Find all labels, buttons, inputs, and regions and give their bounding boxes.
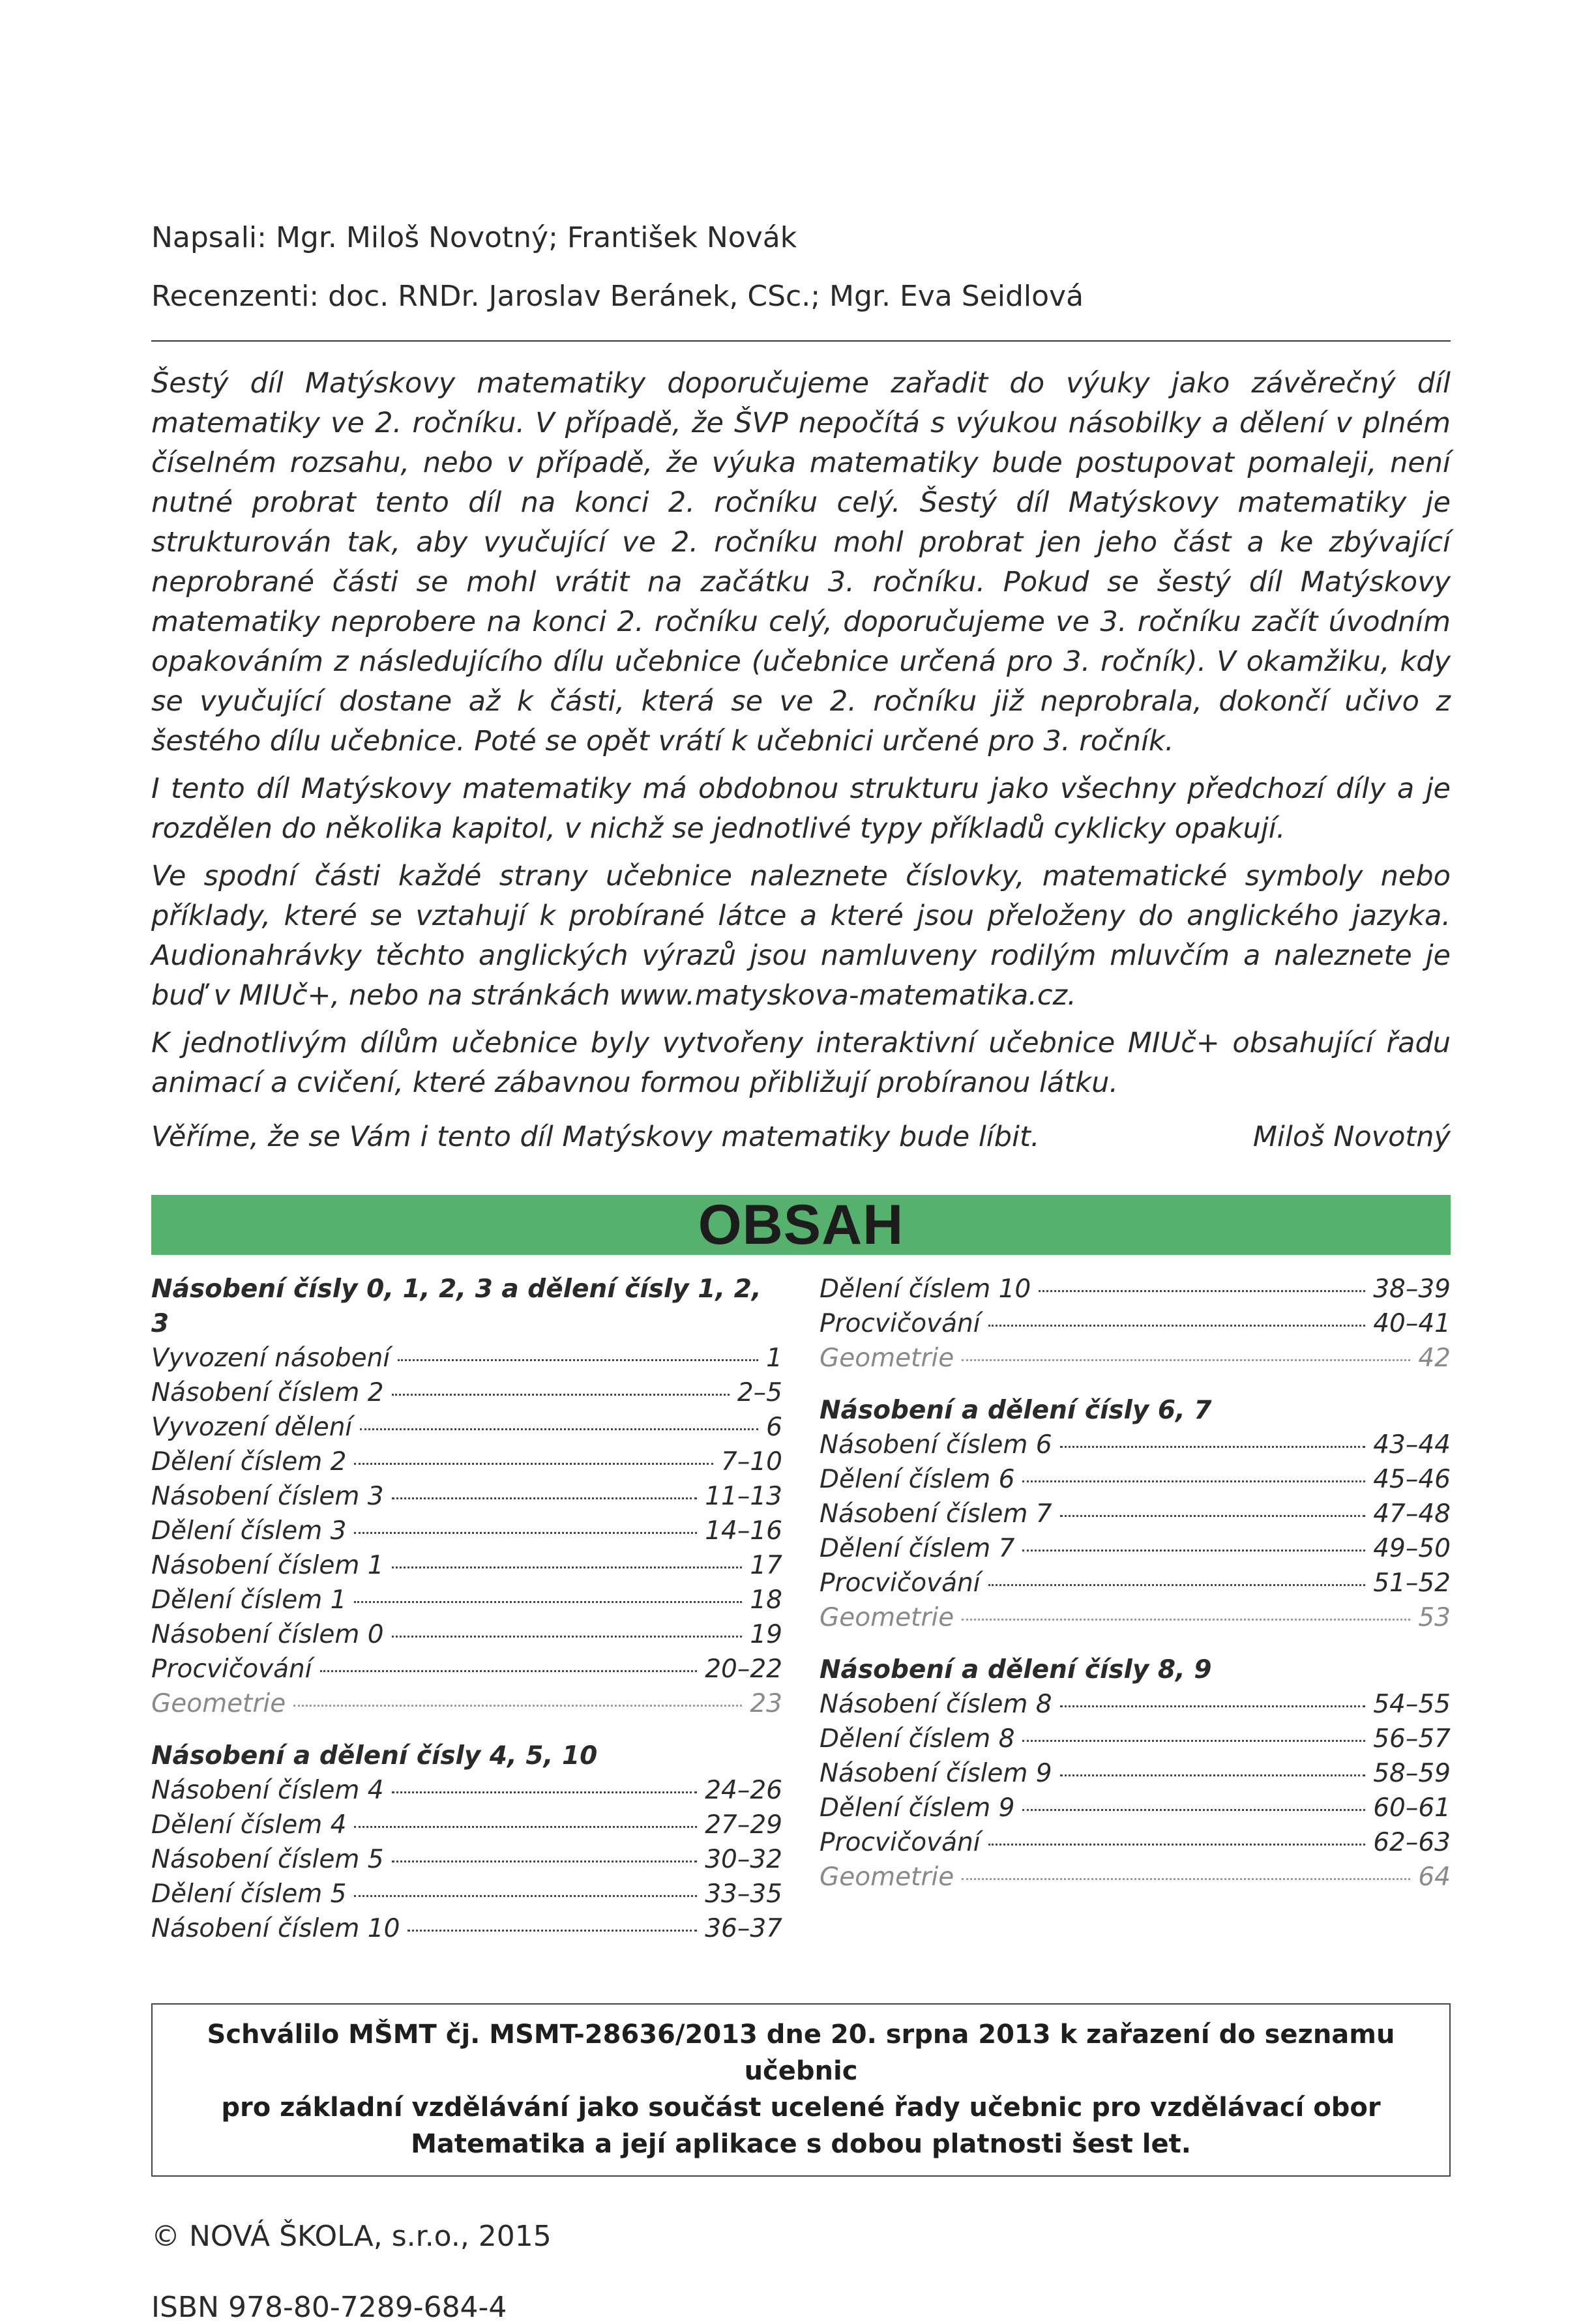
footer <box>151 2220 1451 2324</box>
toc-section-title: Násobení čísly 0, 1, 2, 3 a dělení čísly 1, 2, 3 <box>151 1274 761 1338</box>
toc-entry-page: 43–44 <box>1373 1430 1451 1460</box>
toc-entry <box>151 1652 782 1686</box>
dot-leader <box>962 1619 1410 1621</box>
intro-paragraph: Ve spodní části každé strany učebnice naleznete číslovky, matematické symboly nebo příklady, které se vztahují k probírané látce a které jsou přeloženy do anglického jazyka. Audionahrávky těchto anglických výrazů jsou namluveny rodilým mluvčím a naleznete je buď v MIUč+, nebo na stránkách www.matyskova-matematika.cz. <box>151 860 1451 1012</box>
toc-entry <box>820 1306 1451 1341</box>
toc-section-title: Násobení a dělení čísly 6, 7 <box>820 1396 1212 1425</box>
toc-section-title: Násobení a dělení čísly 8, 9 <box>820 1655 1212 1684</box>
dot-leader <box>354 1826 697 1828</box>
toc-entry <box>820 1272 1451 1306</box>
page <box>151 209 1451 2324</box>
toc-entry <box>151 1773 782 1808</box>
credits <box>151 209 1451 326</box>
dot-leader <box>293 1705 742 1707</box>
toc-entry-label: Procvičování <box>820 1828 981 1857</box>
toc-entry-page: 1 <box>766 1344 782 1373</box>
toc-right-column <box>820 1272 1451 1946</box>
dot-leader <box>1022 1740 1365 1742</box>
toc-entry <box>820 1722 1451 1756</box>
dot-leader <box>1060 1705 1366 1707</box>
toc-entry-page: 17 <box>750 1551 782 1580</box>
closing-sentence: Věříme, že se Vám i tento díl Matýskovy matematiky bude líbit. <box>151 1121 1040 1153</box>
dot-leader <box>392 1636 743 1638</box>
toc-entry-page: 47–48 <box>1373 1499 1451 1529</box>
toc-entry-label: Násobení číslem 1 <box>151 1551 384 1580</box>
toc-entry-page: 14–16 <box>705 1516 782 1546</box>
approval-line: Schválilo MŠMT čj. MSMT-28636/2013 dne 20. srpna 2013 k zařazení do seznamu učebnic <box>207 2020 1395 2086</box>
toc-entry <box>151 1686 782 1721</box>
toc-entry <box>151 1583 782 1617</box>
toc-entry <box>151 1548 782 1583</box>
toc-entry-label: Násobení číslem 0 <box>151 1620 384 1649</box>
contents-banner <box>151 1195 1451 1255</box>
toc-entry-label: Dělení číslem 6 <box>820 1465 1015 1494</box>
dot-leader <box>988 1325 1366 1327</box>
authors-line: Napsali: Mgr. Miloš Novotný; František Novák <box>151 221 797 254</box>
intro-paragraph: I tento díl Matýskovy matematiky má obdobnou strukturu jako všechny předchozí díly a je rozdělen do několika kapitol, v nichž se jednotlivé typy příkladů cyklicky opakují. <box>151 772 1451 845</box>
dot-leader <box>392 1791 698 1793</box>
toc-left-column <box>151 1272 782 1946</box>
dot-leader <box>398 1359 758 1361</box>
approval-line: pro základní vzdělávání jako součást ucelené řady učebnic pro vzdělávací obor <box>221 2093 1381 2123</box>
approval-box <box>151 2003 1451 2177</box>
intro-text <box>151 364 1451 1157</box>
dot-leader <box>354 1532 697 1534</box>
toc-entry-page: 36–37 <box>705 1914 782 1943</box>
toc-entry-label: Dělení číslem 8 <box>820 1724 1015 1754</box>
dot-leader <box>1022 1480 1365 1482</box>
intro-paragraph: Šestý díl Matýskovy matematiky doporučujeme zařadit do výuky jako závěrečný díl matematiky ve 2. ročníku. V případě, že ŠVP nepočítá s výukou násobilky a dělení v plném číselném rozsahu, nebo v případě, že výuka matematiky bude postupovat pomaleji, není nutné probrat tento díl na konci 2. ročníku celý. Šestý díl Matýskovy matematiky je strukturován tak, aby vyučující ve 2. ročníku mohl probrat jen jeho část a ke zbývající neprobrané části se mohl vrátit na začátku 3. ročníku. Pokud se šestý díl Matýskovy matematiky neprobere na konci 2. ročníku celý, doporučujeme ve 3. ročníku začít úvodním opakováním z následujícího dílu učebnice (učebnice určená pro 3. ročník). V okamžiku, kdy se vyučující dostane až k části, která se ve 2. ročníku již neprobrala, dokončí učivo z šestého dílu učebnice. Poté se opět vrátí k učebnici určené pro 3. ročník. <box>151 367 1451 758</box>
toc-entry <box>820 1566 1451 1600</box>
toc-entry-page: 54–55 <box>1373 1690 1451 1719</box>
dot-leader <box>320 1670 698 1672</box>
toc-entry-page: 20–22 <box>705 1655 782 1684</box>
toc-entry <box>820 1687 1451 1722</box>
toc-entry-page: 56–57 <box>1373 1724 1451 1754</box>
dot-leader <box>392 1566 743 1568</box>
dot-leader <box>1060 1515 1366 1517</box>
toc-entry-label: Dělení číslem 9 <box>820 1793 1015 1823</box>
toc-entry <box>820 1462 1451 1497</box>
toc-entry-label: Geometrie <box>151 1689 286 1718</box>
toc-entry-page: 2–5 <box>737 1378 782 1407</box>
dot-leader <box>1022 1809 1365 1811</box>
toc-entry <box>151 1877 782 1911</box>
toc-entry-page: 64 <box>1418 1862 1451 1892</box>
toc-entry <box>151 1479 782 1514</box>
toc-entry-page: 38–39 <box>1373 1274 1451 1304</box>
toc-entry-label: Geometrie <box>820 1862 954 1892</box>
section-gap <box>820 1635 1451 1653</box>
toc-entry <box>151 1617 782 1652</box>
toc-entry <box>151 1341 782 1375</box>
toc-entry-label: Procvičování <box>820 1568 981 1598</box>
toc-entry-label: Geometrie <box>820 1603 954 1632</box>
toc-entry-label: Dělení číslem 10 <box>820 1274 1031 1304</box>
dot-leader <box>354 1463 713 1465</box>
section-gap <box>820 1375 1451 1393</box>
toc-entry-label: Dělení číslem 4 <box>151 1810 347 1840</box>
toc-entry-page: 45–46 <box>1373 1465 1451 1494</box>
toc-entry <box>151 1842 782 1877</box>
toc-entry-label: Dělení číslem 5 <box>151 1879 347 1909</box>
toc-entry-label: Násobení číslem 8 <box>820 1690 1052 1719</box>
toc-entry <box>820 1497 1451 1531</box>
dot-leader <box>962 1359 1410 1361</box>
toc-entry-page: 30–32 <box>705 1845 782 1874</box>
dot-leader <box>1060 1446 1366 1448</box>
dot-leader <box>988 1584 1366 1586</box>
dot-leader <box>360 1428 758 1430</box>
toc-entry <box>151 1514 782 1548</box>
dot-leader <box>407 1930 697 1932</box>
toc-entry-label: Násobení číslem 2 <box>151 1378 384 1407</box>
approval-line: Matematika a její aplikace s dobou platnosti šest let. <box>411 2129 1191 2159</box>
signature: Miloš Novotný <box>1252 1121 1451 1153</box>
toc-entry-label: Násobení číslem 4 <box>151 1776 384 1805</box>
toc-entry-page: 27–29 <box>705 1810 782 1840</box>
toc-entry-page: 19 <box>750 1620 782 1649</box>
divider <box>151 340 1451 342</box>
dot-leader <box>354 1895 697 1897</box>
toc-entry <box>151 1911 782 1946</box>
dot-leader <box>1060 1774 1366 1776</box>
toc-entry-label: Násobení číslem 9 <box>820 1759 1052 1788</box>
toc-entry-page: 18 <box>750 1585 782 1615</box>
dot-leader <box>988 1844 1366 1846</box>
dot-leader <box>392 1497 698 1499</box>
toc-entry-label: Vyvození dělení <box>151 1413 353 1442</box>
toc-entry <box>820 1531 1451 1566</box>
dot-leader <box>392 1861 698 1862</box>
toc-entry <box>151 1410 782 1445</box>
toc-entry-page: 51–52 <box>1373 1568 1451 1598</box>
toc-entry-label: Procvičování <box>151 1655 312 1684</box>
toc-entry <box>151 1808 782 1842</box>
toc-entry-page: 33–35 <box>705 1879 782 1909</box>
toc-entry-page: 11–13 <box>705 1482 782 1511</box>
table-of-contents <box>151 1272 1451 1946</box>
closing-row <box>151 1111 1451 1157</box>
toc-entry-label: Násobení číslem 10 <box>151 1914 400 1943</box>
toc-entry-page: 40–41 <box>1373 1309 1451 1338</box>
toc-entry <box>820 1825 1451 1860</box>
section-gap <box>151 1721 782 1739</box>
toc-entry-page: 62–63 <box>1373 1828 1451 1857</box>
toc-entry-label: Násobení číslem 3 <box>151 1482 384 1511</box>
toc-entry-label: Dělení číslem 1 <box>151 1585 347 1615</box>
toc-entry <box>820 1860 1451 1894</box>
toc-entry-page: 60–61 <box>1373 1793 1451 1823</box>
toc-entry-page: 24–26 <box>705 1776 782 1805</box>
toc-entry-label: Dělení číslem 7 <box>820 1534 1015 1563</box>
reviewers-line: Recenzenti: doc. RNDr. Jaroslav Beránek, CSc.; Mgr. Eva Seidlová <box>151 280 1084 313</box>
toc-entry-page: 49–50 <box>1373 1534 1451 1563</box>
toc-entry-label: Dělení číslem 2 <box>151 1447 347 1477</box>
dot-leader <box>962 1878 1410 1880</box>
toc-entry-page: 7–10 <box>721 1447 782 1477</box>
toc-entry-page: 53 <box>1418 1603 1451 1632</box>
toc-entry <box>820 1756 1451 1791</box>
toc-entry-page: 6 <box>766 1413 782 1442</box>
toc-entry-page: 23 <box>750 1689 782 1718</box>
toc-entry <box>151 1445 782 1479</box>
toc-entry-label: Násobení číslem 5 <box>151 1845 384 1874</box>
toc-entry <box>820 1341 1451 1375</box>
toc-entry-label: Vyvození násobení <box>151 1344 391 1373</box>
toc-entry <box>820 1791 1451 1825</box>
contents-heading: OBSAH <box>698 1193 904 1256</box>
dot-leader <box>392 1394 730 1396</box>
toc-section-title: Násobení a dělení čísly 4, 5, 10 <box>151 1741 598 1771</box>
toc-entry-page: 58–59 <box>1373 1759 1451 1788</box>
dot-leader <box>1039 1290 1365 1292</box>
toc-entry-label: Geometrie <box>820 1344 954 1373</box>
toc-entry-label: Násobení číslem 6 <box>820 1430 1052 1460</box>
toc-entry-page: 42 <box>1418 1344 1451 1373</box>
dot-leader <box>354 1601 742 1603</box>
copyright: © NOVÁ ŠKOLA, s.r.o., 2015 <box>151 2220 552 2253</box>
isbn: ISBN 978-80-7289-684-4 <box>151 2291 507 2324</box>
toc-entry-label: Dělení číslem 3 <box>151 1516 347 1546</box>
toc-entry-label: Násobení číslem 7 <box>820 1499 1052 1529</box>
dot-leader <box>1022 1550 1365 1552</box>
toc-entry <box>820 1600 1451 1635</box>
toc-entry <box>151 1375 782 1410</box>
intro-paragraph: K jednotlivým dílům učebnice byly vytvořeny interaktivní učebnice MIUč+ obsahující řadu animací a cvičení, které zábavnou formou přibližují probíranou látku. <box>151 1027 1451 1099</box>
toc-entry-label: Procvičování <box>820 1309 981 1338</box>
toc-entry <box>820 1428 1451 1462</box>
